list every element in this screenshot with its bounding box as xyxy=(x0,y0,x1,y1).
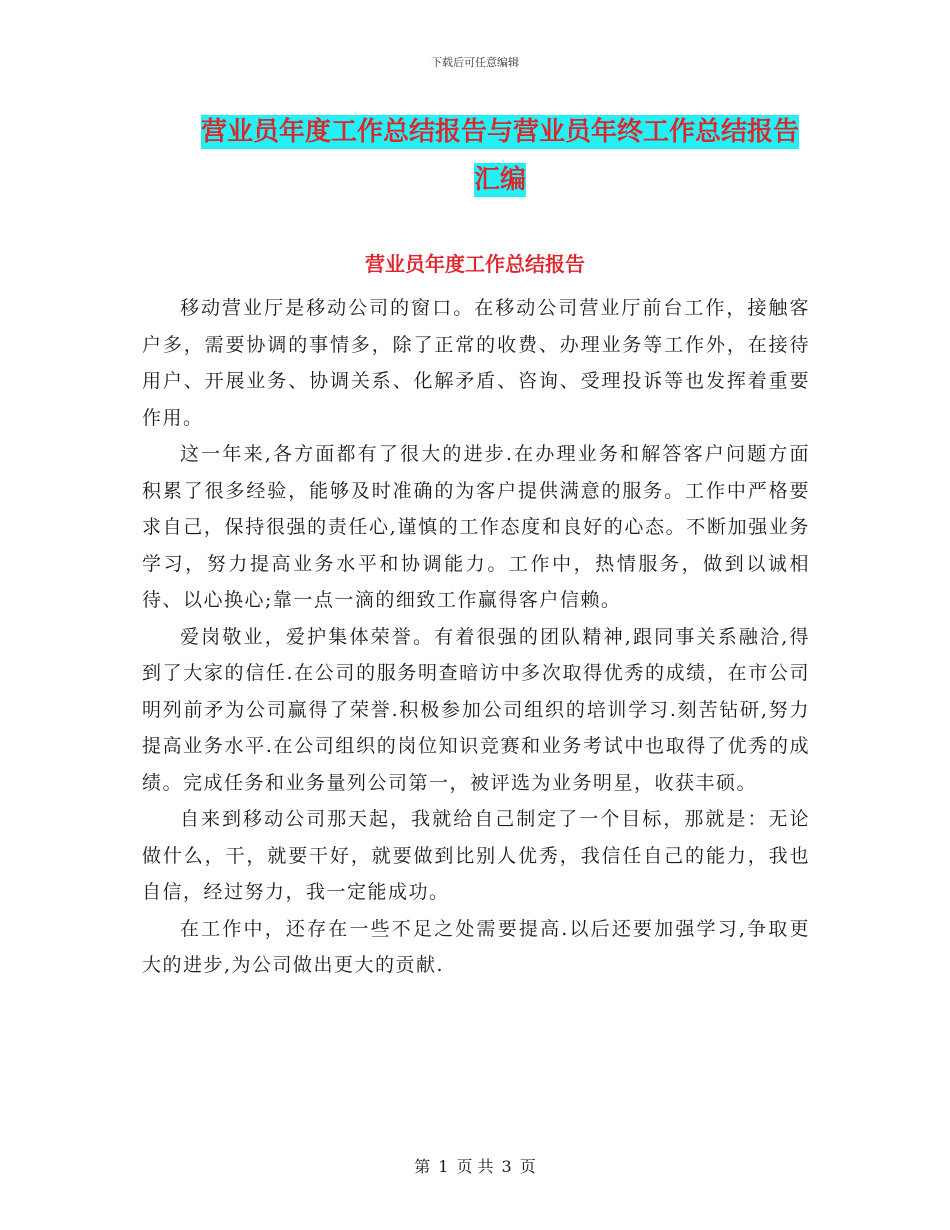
page-footer xyxy=(0,1154,950,1177)
paragraph: 移动营业厅是移动公司的窗口。在移动公司营业厅前台工作，接触客户多，需要协调的事情多，除了正常的收费、办理业务等工作外，在接待用户、开展业务、协调关系、化解矛盾、咨询、受理投诉等也发挥着重要作用。 xyxy=(142,297,810,429)
document-title-line2: 汇编 xyxy=(473,165,526,195)
paragraph: 自来到移动公司那天起，我就给自己制定了一个目标，那就是：无论做什么，干，就要干好，就要做到比别人优秀，我信任自己的能力，我也自信，经过努力，我一定能成功。 xyxy=(142,808,810,903)
header-note: 下载后可任意编辑 xyxy=(431,56,519,69)
body-text xyxy=(142,290,810,984)
paragraph: 在工作中，还存在一些不足之处需要提高.以后还要加强学习,争取更大的进步,为公司做出更大的贡献. xyxy=(142,917,810,976)
footer-prefix: 第 xyxy=(414,1157,431,1176)
document-title xyxy=(140,108,860,204)
footer-suffix: 页 xyxy=(519,1157,536,1176)
footer-total-pages: 3 xyxy=(501,1157,512,1176)
footer-page-number: 1 xyxy=(438,1157,449,1176)
paragraph: 这一年来,各方面都有了很大的进步.在办理业务和解答客户问题方面积累了很多经验，能够及时准确的为客户提供满意的服务。工作中严格要求自己，保持很强的责任心,谨慎的工作态度和良好的心态。不断加强业务学习，努力提高业务水平和协调能力。工作中，热情服务，做到以诚相待、以心换心;靠一点一滴的细致工作赢得客户信赖。 xyxy=(142,443,810,611)
document-title-line1: 营业员年度工作总结报告与营业员年终工作总结报告 xyxy=(200,117,799,147)
section-title: 营业员年度工作总结报告 xyxy=(365,252,585,276)
footer-middle: 页 共 xyxy=(456,1157,494,1176)
paragraph: 爱岗敬业，爱护集体荣誉。有着很强的团队精神,跟同事关系融洽,得到了大家的信任.在公司的服务明查暗访中多次取得优秀的成绩，在市公司明列前矛为公司赢得了荣誉.积极参加公司组织的培训学习.刻苦钻研,努力提高业务水平.在公司组织的岗位知识竞赛和业务考试中也取得了优秀的成绩。完成任务和业务量列公司第一，被评选为业务明星，收获丰硕。 xyxy=(142,625,810,794)
